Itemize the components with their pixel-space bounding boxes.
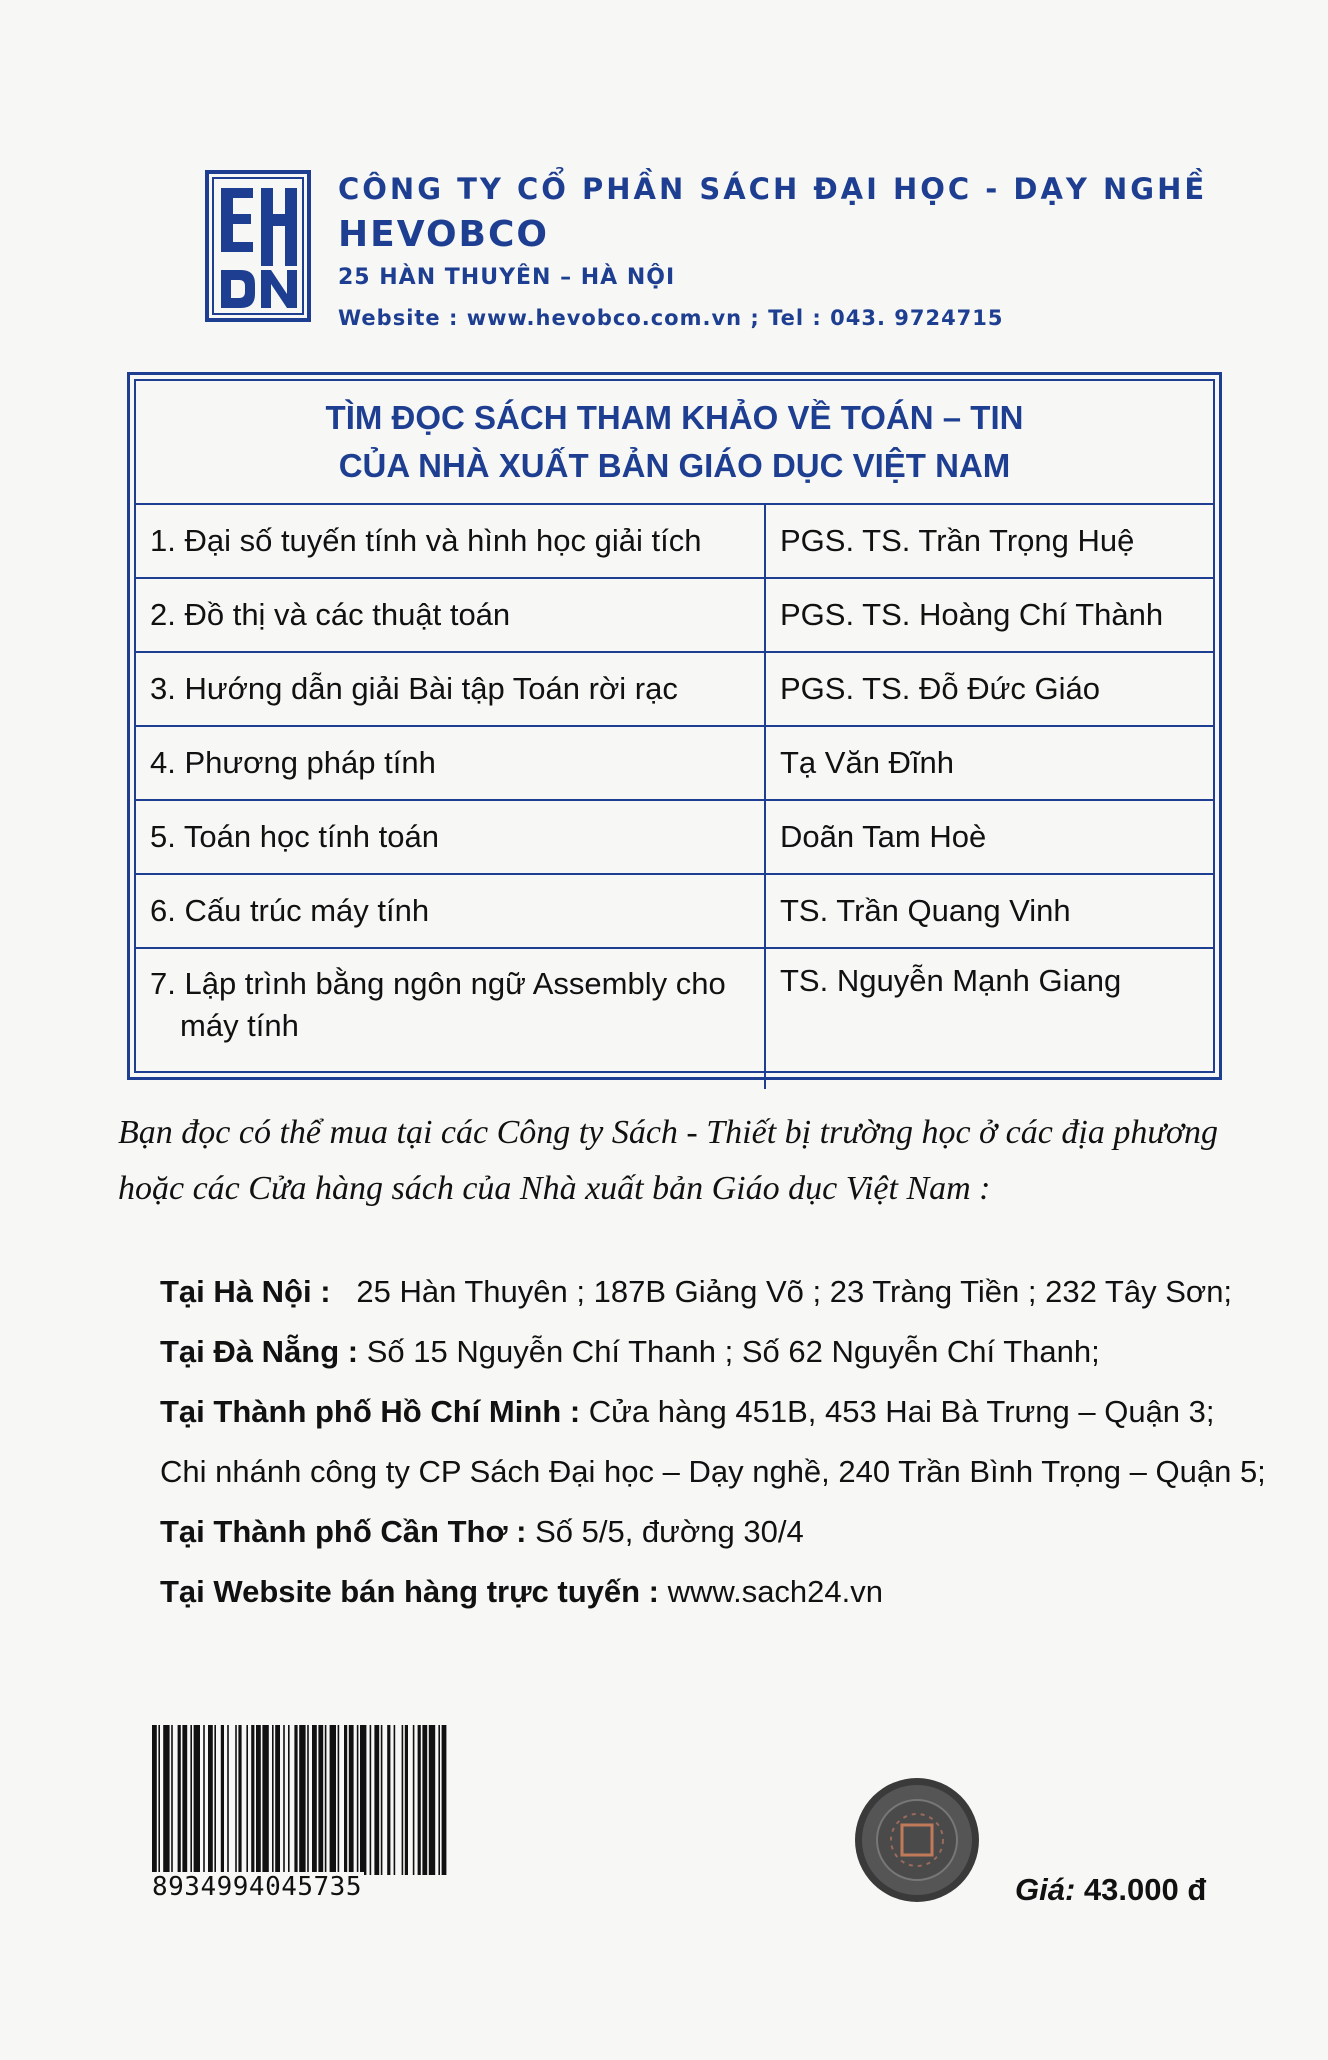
- barcode-bar: [413, 1725, 415, 1875]
- store-row-hcm: [160, 1382, 1270, 1442]
- barcode-bar: [325, 1725, 327, 1875]
- table-row: [136, 874, 1213, 948]
- barcode-bar: [294, 1725, 297, 1875]
- barcode-bar: [422, 1725, 427, 1875]
- barcode-bar: [299, 1725, 305, 1875]
- store-label: Tại Hà Nội :: [160, 1274, 331, 1309]
- store-value: Số 5/5, đường 30/4: [535, 1514, 804, 1549]
- barcode-bar: [190, 1725, 192, 1875]
- barcode-bar: [194, 1725, 200, 1875]
- barcode-bar: [418, 1725, 421, 1875]
- barcode-bar: [262, 1725, 268, 1875]
- barcode-bar: [370, 1725, 372, 1875]
- barcode-bar: [214, 1725, 216, 1875]
- table-row: [136, 505, 1213, 578]
- barcode-bar: [307, 1725, 309, 1875]
- book-author: PGS. TS. Trần Trọng Huệ: [780, 523, 1135, 558]
- store-value: 25 Hàn Thuyên ; 187B Giảng Võ ; 23 Tràng Tiền ; 232 Tây Sơn;: [356, 1274, 1233, 1309]
- barcode-bar: [182, 1725, 187, 1875]
- store-row-website: [160, 1562, 1270, 1622]
- barcode-bar: [394, 1725, 396, 1875]
- store-label: Tại Đà Nẵng :: [160, 1334, 359, 1369]
- barcode-bar: [405, 1725, 408, 1875]
- publisher-name: HEVOBCO: [338, 214, 550, 255]
- barcode-bar: [360, 1725, 366, 1875]
- barcode-bar: [272, 1725, 274, 1875]
- barcode-bar: [208, 1725, 213, 1875]
- barcode-bar: [288, 1725, 290, 1875]
- book-author: Tạ Văn Đĩnh: [765, 726, 1213, 800]
- barcode-bar: [318, 1725, 323, 1875]
- barcode-bar: [221, 1725, 224, 1875]
- store-row-hanoi: [160, 1262, 1270, 1322]
- price-value: 43.000 đ: [1083, 1872, 1207, 1907]
- barcode-bar: [402, 1725, 404, 1875]
- publisher-company: CÔNG TY CỔ PHẦN SÁCH ĐẠI HỌC - DẠY NGHỀ: [338, 172, 1208, 206]
- store-row-danang: [160, 1322, 1270, 1382]
- book-list-heading: [136, 381, 1213, 505]
- store-value: Chi nhánh công ty CP Sách Đại học – Dạy nghề, 240 Trần Bình Trọng – Quận 5;: [160, 1454, 1266, 1489]
- barcode-bar: [330, 1725, 336, 1875]
- store-addresses: [160, 1262, 1270, 1622]
- book-list-heading-line2: CỦA NHÀ XUẤT BẢN GIÁO DỤC VIỆT NAM: [338, 447, 1011, 484]
- barcode-digits: 8934994045735: [152, 1872, 362, 1902]
- hologram-seal-icon: [852, 1775, 982, 1905]
- store-label: Tại Website bán hàng trực tuyến :: [160, 1574, 659, 1609]
- barcode-bar: [442, 1725, 447, 1875]
- barcode-bar: [152, 1725, 157, 1875]
- barcode-bar: [251, 1725, 254, 1875]
- barcode-bar: [158, 1725, 160, 1875]
- book-title: 1. Đại số tuyến tính và hình học giải tích: [136, 505, 765, 578]
- barcode-bar: [349, 1725, 354, 1875]
- barcode-bar: [163, 1725, 169, 1875]
- barcode-bar: [178, 1725, 181, 1875]
- barcode-bar: [338, 1725, 340, 1875]
- publisher-contact: Website : www.hevobco.com.vn ; Tel : 043. 9724715: [338, 306, 1004, 330]
- barcode-bar: [256, 1725, 261, 1875]
- book-author: Doãn Tam Hoè: [765, 800, 1213, 874]
- publisher-logo-icon: [205, 170, 311, 322]
- table-row: [136, 948, 1213, 1089]
- book-author: TS. Trần Quang Vinh: [765, 874, 1213, 948]
- book-author: PGS. TS. Hoàng Chí Thành: [765, 578, 1213, 652]
- store-label: Tại Thành phố Hồ Chí Minh :: [160, 1394, 581, 1429]
- barcode-bar: [275, 1725, 280, 1875]
- barcode-bar: [203, 1725, 205, 1875]
- purchase-note: Bạn đọc có thể mua tại các Công ty Sách - Thiết bị trường học ở các địa phương hoặc các Cửa hàng sách của Nhà xuất bản Giáo dục Việt Nam :: [118, 1114, 1219, 1207]
- barcode-bar: [227, 1725, 229, 1875]
- price-label: Giá:: [1015, 1872, 1076, 1907]
- book-title: 6. Cấu trúc máy tính: [136, 874, 765, 948]
- barcode-bar: [438, 1725, 440, 1875]
- store-row-hcm-branch: [160, 1442, 1270, 1502]
- store-value: Cửa hàng 451B, 453 Hai Bà Trưng – Quận 3;: [588, 1394, 1215, 1429]
- store-value: Số 15 Nguyễn Chí Thanh ; Số 62 Nguyễn Chí Thanh;: [366, 1334, 1100, 1369]
- book-list-box: [127, 372, 1222, 1080]
- barcode-bar: [235, 1725, 237, 1875]
- book-list-heading-line1: TÌM ĐỌC SÁCH THAM KHẢO VỀ TOÁN – TIN: [325, 399, 1024, 436]
- barcode-bar: [246, 1725, 248, 1875]
- barcode-bar: [238, 1725, 241, 1875]
- store-row-cantho: [160, 1502, 1270, 1562]
- barcode-bar: [344, 1725, 347, 1875]
- table-row: [136, 578, 1213, 652]
- book-title: 2. Đồ thị và các thuật toán: [136, 578, 765, 652]
- book-author: TS. Nguyễn Mạnh Giang: [765, 948, 1213, 1089]
- book-title: 3. Hướng dẫn giải Bài tập Toán rời rạc: [136, 652, 765, 726]
- book-author: PGS. TS. Đỗ Đức Giáo: [765, 652, 1213, 726]
- publisher-address: 25 HÀN THUYÊN – HÀ NỘI: [338, 265, 676, 290]
- table-row: [136, 726, 1213, 800]
- book-table: [136, 505, 1213, 1089]
- publisher-info: [338, 172, 1238, 330]
- table-row: [136, 800, 1213, 874]
- barcode-bar: [312, 1725, 317, 1875]
- store-label: Tại Thành phố Cần Thơ :: [160, 1514, 527, 1549]
- barcode-bar: [171, 1725, 173, 1875]
- barcode-bar: [429, 1725, 435, 1875]
- price: [1015, 1872, 1206, 1908]
- store-value: www.sach24.vn: [667, 1574, 884, 1609]
- book-title: 4. Phương pháp tính: [136, 726, 765, 800]
- book-title: 7. Lập trình bằng ngôn ngữ Assembly cho máy tính: [136, 948, 765, 1089]
- barcode-bar: [374, 1725, 379, 1875]
- barcode-bar: [283, 1725, 285, 1875]
- book-title: 5. Toán học tính toán: [136, 800, 765, 874]
- barcode-bar: [387, 1725, 390, 1875]
- table-row: [136, 652, 1213, 726]
- barcode-bar: [357, 1725, 359, 1875]
- barcode-bar: [381, 1725, 383, 1875]
